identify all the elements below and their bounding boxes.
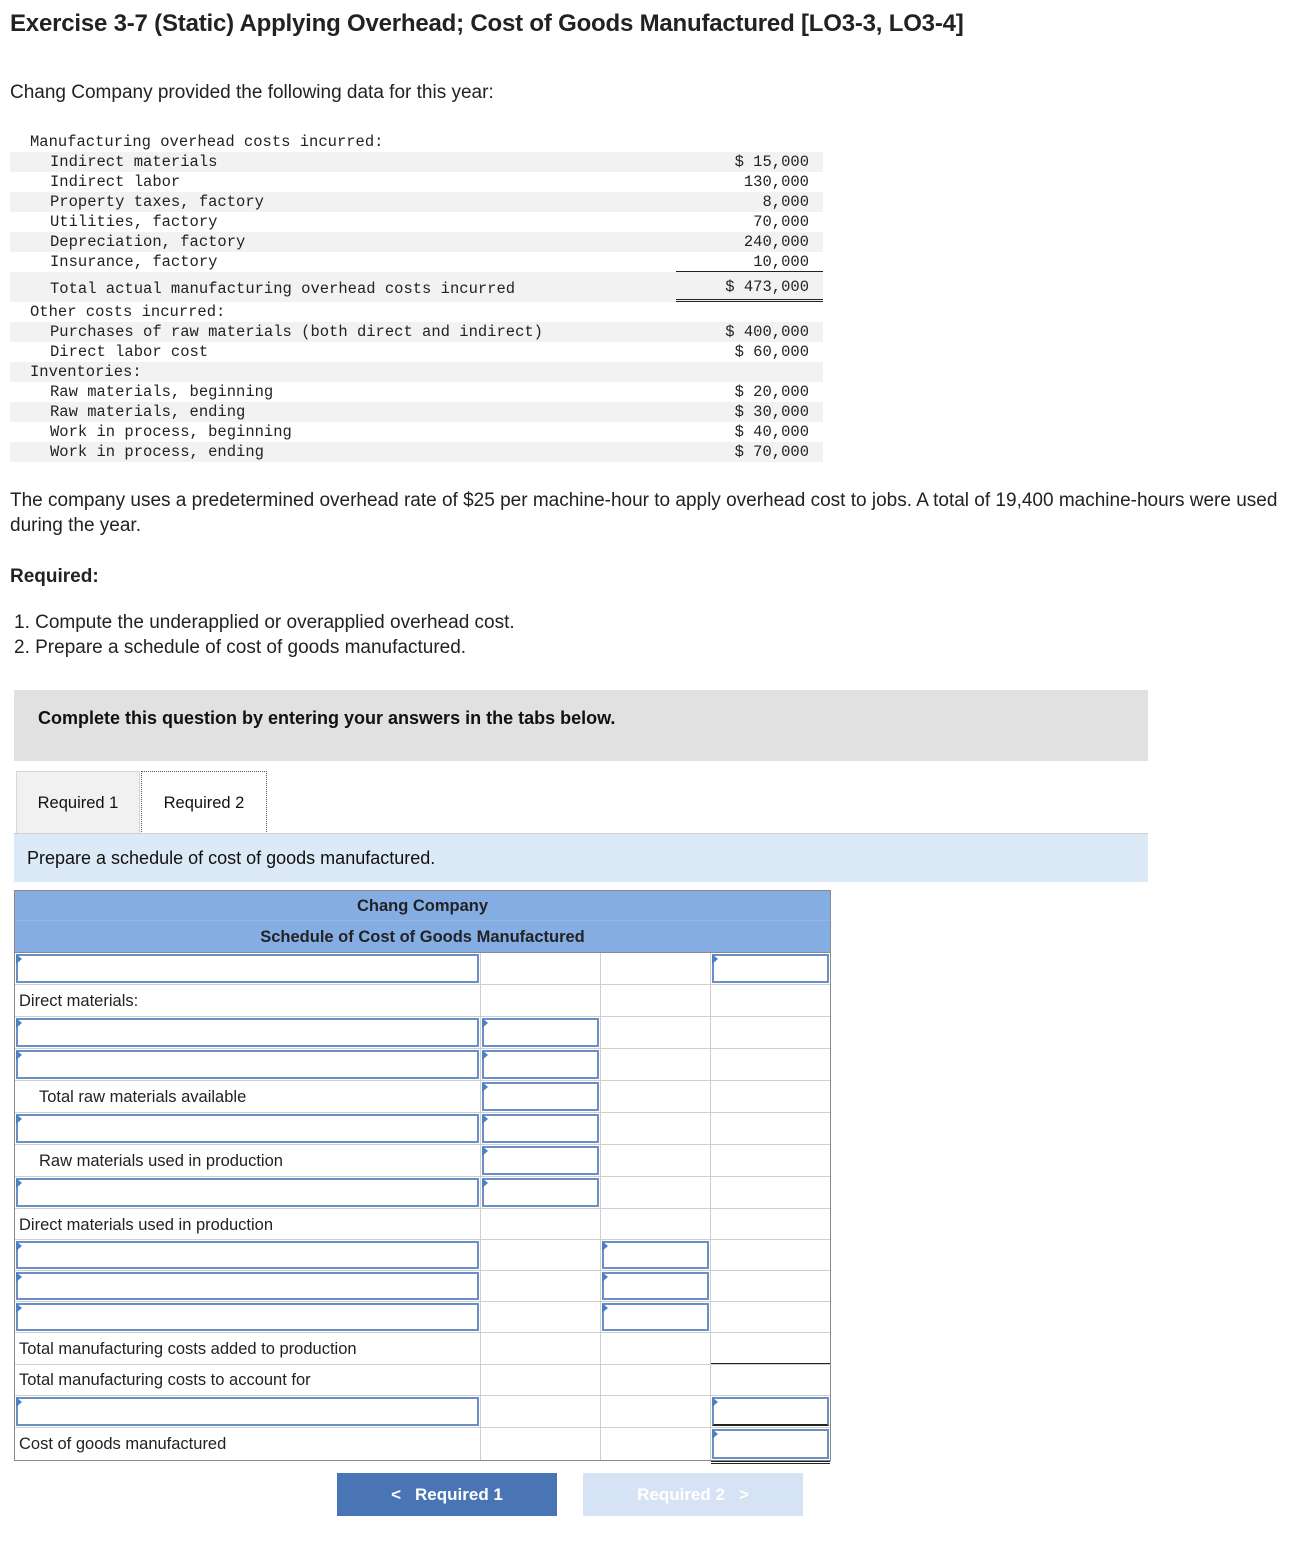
label-input[interactable]	[16, 1241, 479, 1269]
cell	[601, 1081, 711, 1112]
data-label: Indirect materials	[50, 153, 218, 171]
table-row	[15, 1081, 830, 1113]
required-heading: Required:	[10, 566, 99, 587]
cell	[601, 1333, 711, 1364]
data-value: $ 40,000	[734, 423, 809, 441]
cell	[711, 1049, 830, 1080]
amount-input[interactable]	[602, 1272, 709, 1300]
cell	[481, 1209, 601, 1239]
tab-instruction-bar	[14, 834, 1148, 882]
cell	[711, 1113, 830, 1144]
amount-input[interactable]	[482, 1178, 599, 1207]
label-input[interactable]	[16, 1018, 479, 1047]
cell	[601, 1209, 711, 1239]
table-row	[15, 1428, 830, 1460]
cell	[601, 1302, 711, 1332]
data-label: Raw materials, ending	[50, 403, 246, 421]
table-row	[15, 1302, 830, 1333]
required-item: 1. Compute the underapplied or overapplied overhead cost.	[14, 612, 515, 633]
row-label: Total manufacturing costs to account for	[19, 1371, 311, 1389]
data-row	[10, 192, 823, 212]
cell	[711, 1209, 830, 1239]
tab-required-1[interactable]: Required 1	[16, 771, 140, 834]
data-row	[10, 132, 823, 152]
data-label: Raw materials, beginning	[50, 383, 274, 401]
cell	[601, 1017, 711, 1048]
table-row	[15, 985, 830, 1017]
data-row	[10, 212, 823, 232]
cell	[711, 1302, 830, 1332]
schedule-header	[15, 891, 830, 953]
amount-input[interactable]	[602, 1241, 709, 1269]
cell	[15, 953, 481, 984]
table-row	[15, 1271, 830, 1302]
table-row	[15, 1209, 830, 1240]
data-label: Property taxes, factory	[50, 193, 264, 211]
data-row	[10, 152, 823, 172]
cell	[15, 985, 481, 1016]
cell	[481, 953, 601, 984]
data-label: Depreciation, factory	[50, 233, 246, 251]
cell	[711, 985, 830, 1016]
table-row	[15, 1017, 830, 1049]
chevron-right-icon: >	[738, 1484, 749, 1504]
data-value: $ 15,000	[734, 153, 809, 171]
double-underline	[711, 1461, 830, 1464]
table-row	[15, 1177, 830, 1209]
cell	[15, 1113, 481, 1144]
label-input[interactable]	[16, 1303, 479, 1331]
data-label: Inventories:	[30, 363, 142, 381]
data-row	[10, 442, 823, 462]
cell	[711, 1333, 830, 1364]
table-row	[15, 1145, 830, 1177]
data-row	[10, 172, 823, 192]
cell	[15, 1017, 481, 1048]
schedule-heading: Schedule of Cost of Goods Manufactured	[260, 928, 585, 946]
cell	[15, 1240, 481, 1270]
cell	[15, 1081, 481, 1112]
tab-required-2[interactable]: Required 2	[141, 771, 267, 834]
tab-instruction: Prepare a schedule of cost of goods manufactured.	[27, 848, 436, 868]
data-row	[10, 272, 823, 302]
cell	[711, 953, 830, 984]
cell	[601, 1365, 711, 1395]
cell	[481, 1365, 601, 1395]
cell	[711, 1396, 830, 1427]
cell	[601, 1145, 711, 1176]
label-input[interactable]	[16, 954, 479, 983]
chevron-left-icon: <	[391, 1484, 402, 1504]
cell	[15, 1209, 481, 1239]
cell	[15, 1049, 481, 1080]
data-label: Total actual manufacturing overhead costs incurred	[50, 280, 516, 298]
amount-input[interactable]	[712, 1397, 829, 1426]
cell	[711, 1240, 830, 1270]
cell	[15, 1302, 481, 1332]
next-tab-button[interactable]	[583, 1473, 803, 1516]
data-label: Purchases of raw materials (both direct and indirect)	[50, 323, 543, 341]
cell	[15, 1428, 481, 1460]
cell	[711, 1177, 830, 1208]
data-row	[10, 342, 823, 362]
cell	[711, 1271, 830, 1301]
amount-input[interactable]	[602, 1303, 709, 1331]
data-row	[10, 382, 823, 402]
schedule-company: Chang Company	[15, 891, 830, 921]
amount-input[interactable]	[482, 1018, 599, 1047]
cell	[711, 1017, 830, 1048]
row-label: Total raw materials available	[39, 1088, 247, 1106]
amount-input[interactable]	[482, 1114, 599, 1143]
required-item: 2. Prepare a schedule of cost of goods manufactured.	[14, 637, 467, 658]
cell	[481, 1240, 601, 1270]
table-row	[15, 1240, 830, 1271]
data-label: Utilities, factory	[50, 213, 218, 231]
required-list	[14, 610, 515, 660]
cell	[711, 1145, 830, 1176]
data-row	[10, 422, 823, 442]
data-value: 8,000	[762, 193, 809, 211]
cell	[481, 1049, 601, 1080]
data-row	[10, 402, 823, 422]
row-label: Direct materials used in production	[19, 1216, 274, 1234]
data-row	[10, 232, 823, 252]
problem-paragraph: The company uses a predetermined overhead rate of $25 per machine-hour to apply overhead cost to jobs. A total of 19,400 machine-hours were used during the year.	[10, 490, 1278, 536]
data-value: $ 60,000	[734, 343, 809, 361]
prev-tab-button[interactable]	[337, 1473, 557, 1516]
cell	[601, 985, 711, 1016]
data-row	[10, 362, 823, 382]
table-row	[15, 1113, 830, 1145]
data-value: 130,000	[743, 173, 809, 191]
cell	[15, 1145, 481, 1176]
cell	[601, 1396, 711, 1427]
cell	[601, 1271, 711, 1301]
amount-input[interactable]	[482, 1050, 599, 1079]
cell	[481, 1017, 601, 1048]
cell	[481, 1333, 601, 1364]
cell	[711, 1365, 830, 1395]
label-input[interactable]	[16, 1050, 479, 1079]
data-label: Work in process, ending	[50, 443, 264, 461]
row-label: Direct materials:	[19, 992, 139, 1010]
cell	[601, 1049, 711, 1080]
amount-input[interactable]	[712, 954, 829, 983]
cell	[711, 1428, 830, 1460]
cell	[481, 1271, 601, 1301]
cell	[711, 1081, 830, 1112]
table-row	[15, 1396, 830, 1428]
cell	[481, 1302, 601, 1332]
data-value: $ 30,000	[734, 403, 809, 421]
cell	[481, 1081, 601, 1112]
given-data-table	[10, 132, 823, 462]
data-value: 240,000	[743, 233, 809, 251]
page-title: Exercise 3-7 (Static) Applying Overhead; Cost of Goods Manufactured [LO3-3, LO3-4]	[10, 10, 964, 37]
data-value: $ 20,000	[734, 383, 809, 401]
amount-input[interactable]	[712, 1429, 829, 1459]
label-input[interactable]	[16, 1178, 479, 1207]
double-underline	[676, 272, 823, 302]
cell	[481, 1113, 601, 1144]
data-label: Work in process, beginning	[50, 423, 292, 441]
data-label: Indirect labor	[50, 173, 181, 191]
data-value: 10,000	[753, 253, 809, 271]
cell	[601, 1240, 711, 1270]
cell	[481, 985, 601, 1016]
label-input[interactable]	[16, 1114, 479, 1143]
data-label: Manufacturing overhead costs incurred:	[30, 133, 384, 151]
data-label: Direct labor cost	[50, 343, 209, 361]
cell	[601, 1113, 711, 1144]
cell	[601, 1177, 711, 1208]
row-label: Cost of goods manufactured	[19, 1435, 227, 1453]
prev-tab-label: Required 1	[415, 1484, 503, 1504]
cell	[15, 1271, 481, 1301]
cell	[481, 1428, 601, 1460]
banner-text: Complete this question by entering your answers in the tabs below.	[38, 708, 616, 728]
cell	[15, 1396, 481, 1427]
cell	[15, 1365, 481, 1395]
table-row	[15, 1333, 830, 1365]
data-label: Other costs incurred:	[30, 303, 226, 321]
label-input[interactable]	[16, 1272, 479, 1300]
cell	[481, 1177, 601, 1208]
data-value: 70,000	[753, 213, 809, 231]
next-tab-label: Required 2	[637, 1484, 725, 1504]
data-value: $ 70,000	[734, 443, 809, 461]
cell	[15, 1177, 481, 1208]
table-row	[15, 1049, 830, 1081]
amount-input[interactable]	[482, 1146, 599, 1175]
cell	[601, 953, 711, 984]
data-value: $ 400,000	[725, 323, 809, 341]
row-label: Total manufacturing costs added to production	[19, 1340, 357, 1358]
row-label: Raw materials used in production	[39, 1152, 283, 1170]
intro-text: Chang Company provided the following data for this year:	[10, 82, 494, 103]
data-row	[10, 302, 823, 322]
cell	[481, 1145, 601, 1176]
cogm-schedule	[14, 890, 831, 1461]
data-value: $ 473,000	[725, 278, 809, 296]
instructions-banner	[14, 690, 1148, 761]
label-input[interactable]	[16, 1397, 479, 1426]
cell	[481, 1396, 601, 1427]
cell	[15, 1333, 481, 1364]
table-row	[15, 953, 830, 985]
table-row	[15, 1365, 830, 1396]
amount-input[interactable]	[482, 1082, 599, 1111]
data-row	[10, 252, 823, 272]
cell	[601, 1428, 711, 1460]
data-row	[10, 322, 823, 342]
data-label: Insurance, factory	[50, 253, 218, 271]
